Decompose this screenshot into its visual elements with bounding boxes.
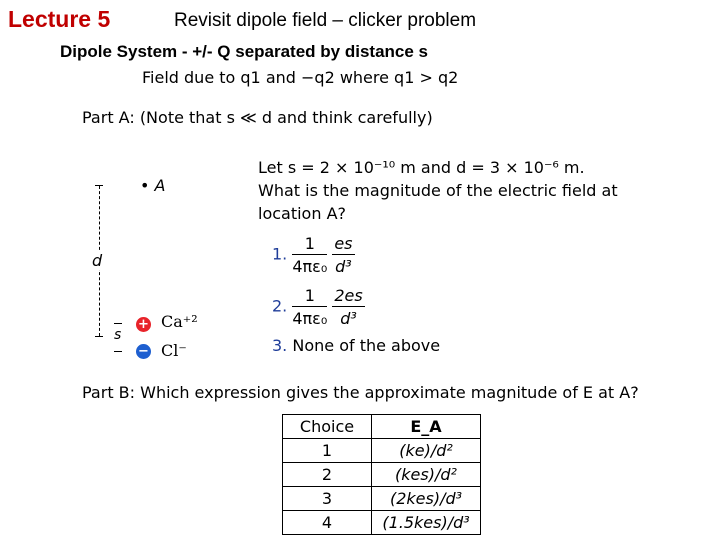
slide-subtitle: Dipole System - +/- Q separated by distance s: [60, 42, 428, 61]
option-text: None of the above: [292, 336, 441, 355]
negative-charge-icon: −: [136, 344, 151, 359]
table-row[interactable]: [283, 463, 481, 487]
point-a-label: • A: [140, 176, 166, 195]
option-3[interactable]: [272, 336, 440, 355]
choice-cell: 1: [283, 439, 372, 463]
fraction: $\frac{2es}{\text{d³}}$: [334, 286, 363, 328]
expression-cell: (2kes)/d³: [372, 487, 481, 511]
column-header-ea: E_A: [372, 415, 481, 439]
ion-positive-label: Ca⁺²: [161, 312, 198, 331]
part-a-heading: Part A: (Note that s ≪ d and think carefully): [82, 108, 433, 127]
choice-cell: 4: [283, 511, 372, 535]
slide-title: Revisit dipole field – clicker problem: [174, 10, 477, 31]
fraction: $\frac{1}{\text{4πε₀}}$: [292, 234, 328, 276]
question-line-2: What is the magnitude of the electric field at: [258, 181, 618, 200]
d-bottom-tick: [95, 336, 103, 337]
option-2[interactable]: [272, 286, 365, 328]
d-label: d: [92, 251, 103, 270]
fraction: $\frac{1}{\text{4πε₀}}$: [292, 286, 328, 328]
ion-negative-label: Cl⁻: [161, 341, 187, 360]
expression-cell: (kes)/d²: [372, 463, 481, 487]
choice-cell: 2: [283, 463, 372, 487]
field-description: Field due to q1 and −q2 where q1 > q2: [142, 68, 459, 87]
s-top-tick: [114, 323, 122, 324]
table-row[interactable]: [283, 439, 481, 463]
column-header-choice: Choice: [283, 415, 372, 439]
part-b-heading: Part B: Which expression gives the approximate magnitude of E at A?: [82, 383, 639, 402]
option-1[interactable]: [272, 234, 355, 276]
choices-table: [282, 414, 481, 535]
option-number: 3.: [272, 336, 288, 355]
choice-cell: 3: [283, 487, 372, 511]
expression-cell: (1.5kes)/d³: [372, 511, 481, 535]
table-header-row: [283, 415, 481, 439]
s-bottom-tick: [114, 351, 122, 352]
question-line-1: Let s = 2 × 10⁻¹⁰ m and d = 3 × 10⁻⁶ m.: [258, 158, 585, 177]
option-number: 2.: [272, 296, 288, 316]
positive-charge-icon: +: [136, 317, 151, 332]
lecture-label: Lecture 5: [8, 6, 111, 32]
question-text: [258, 156, 618, 225]
table-row[interactable]: [283, 511, 481, 535]
question-line-3: location A?: [258, 204, 347, 223]
option-number: 1.: [272, 244, 288, 264]
s-label: s: [114, 327, 122, 343]
expression-cell: (ke)/d²: [372, 439, 481, 463]
fraction: $\frac{es}{\text{d³}}$: [334, 234, 353, 276]
table-row[interactable]: [283, 487, 481, 511]
